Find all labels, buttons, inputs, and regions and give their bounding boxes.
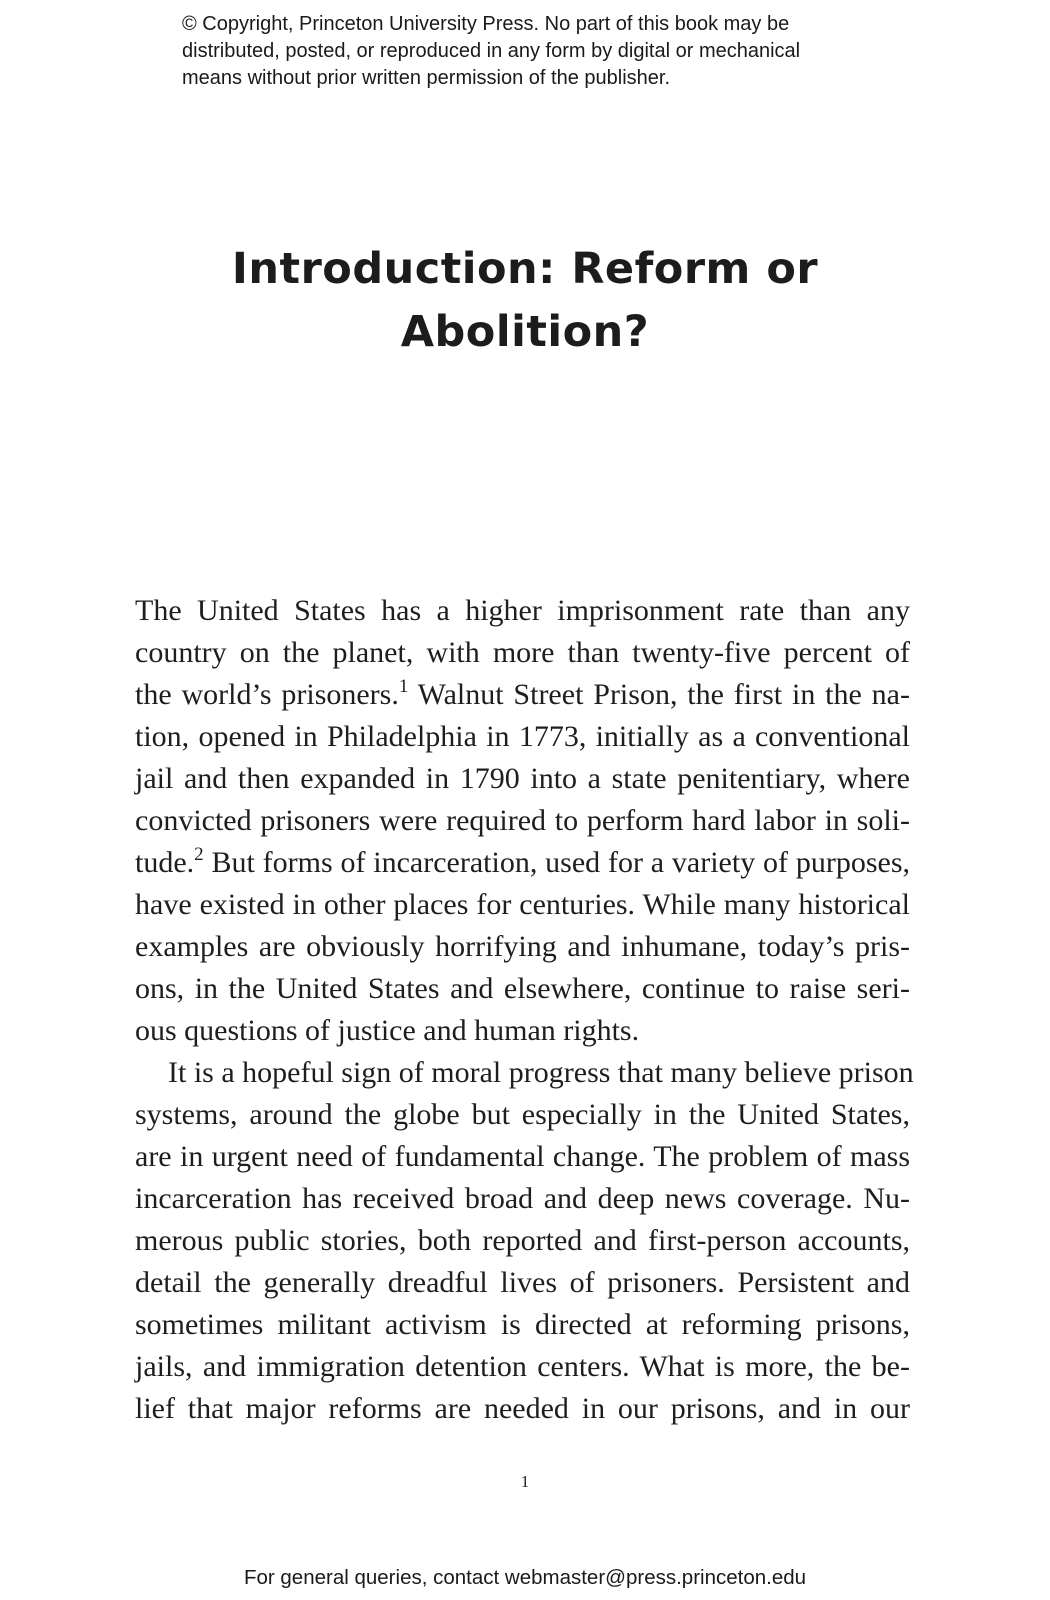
text-line: The United States has a higher imprisonment rate than any	[135, 594, 910, 627]
text-line: ous questions of justice and human rights.	[135, 1014, 640, 1047]
chapter-title-line: Abolition?	[400, 307, 650, 357]
text-line: convicted prisoners were required to perform hard labor in soli-	[135, 804, 910, 837]
text-line: jail and then expanded in 1790 into a state penitentiary, where	[135, 762, 910, 795]
text-line: merous public stories, both reported and first-person accounts,	[135, 1224, 910, 1257]
text-line: incarceration has received broad and deep news coverage. Nu-	[135, 1182, 910, 1215]
copyright-line: means without prior written permission of the publisher.	[182, 67, 671, 89]
copyright-notice	[182, 11, 942, 92]
text-line: sometimes militant activism is directed at reforming prisons,	[135, 1308, 910, 1341]
text-line: It is a hopeful sign of moral progress that many believe prison	[168, 1056, 914, 1089]
text-line: have existed in other places for centuries. While many historical	[135, 888, 910, 921]
page-number: 1	[520, 1472, 530, 1491]
text-fragment: tude.	[135, 846, 195, 879]
copyright-line: distributed, posted, or reproduced in any form by digital or mechanical	[182, 40, 801, 62]
chapter-title-line: Introduction: Reform or	[231, 244, 819, 294]
footnote-ref[interactable]: 2	[194, 844, 204, 865]
text-line: country on the planet, with more than twenty-five percent of	[135, 636, 910, 669]
footnote-ref[interactable]: 1	[398, 676, 409, 697]
text-line	[135, 674, 910, 716]
text-line	[135, 842, 910, 884]
text-line: detail the generally dreadful lives of prisoners. Persistent and	[135, 1266, 910, 1299]
text-line: lief that major reforms are needed in our prisons, and in our	[135, 1392, 910, 1425]
text-line: examples are obviously horrifying and inhumane, today’s pris-	[135, 930, 910, 963]
text-fragment: Walnut Street Prison, the first in the na-	[417, 678, 910, 711]
text-line: jails, and immigration detention centers. What is more, the be-	[135, 1350, 910, 1383]
copyright-line: © Copyright, Princeton University Press. No part of this book may be	[182, 13, 790, 35]
text-fragment: the world’s prisoners.	[135, 678, 399, 711]
footer-contact: For general queries, contact webmaster@press.princeton.edu	[243, 1566, 807, 1589]
paragraph	[135, 1052, 914, 1430]
text-line: systems, around the globe but especially in the United States,	[135, 1098, 910, 1131]
body-text	[135, 590, 914, 1430]
text-line: tion, opened in Philadelphia in 1773, initially as a conventional	[135, 720, 910, 753]
text-line: ons, in the United States and elsewhere, continue to raise seri-	[135, 972, 910, 1005]
paragraph	[135, 590, 910, 1052]
chapter-title	[0, 238, 1050, 364]
text-fragment: But forms of incarceration, used for a variety of purposes,	[211, 846, 910, 879]
text-line: are in urgent need of fundamental change. The problem of mass	[135, 1140, 910, 1173]
